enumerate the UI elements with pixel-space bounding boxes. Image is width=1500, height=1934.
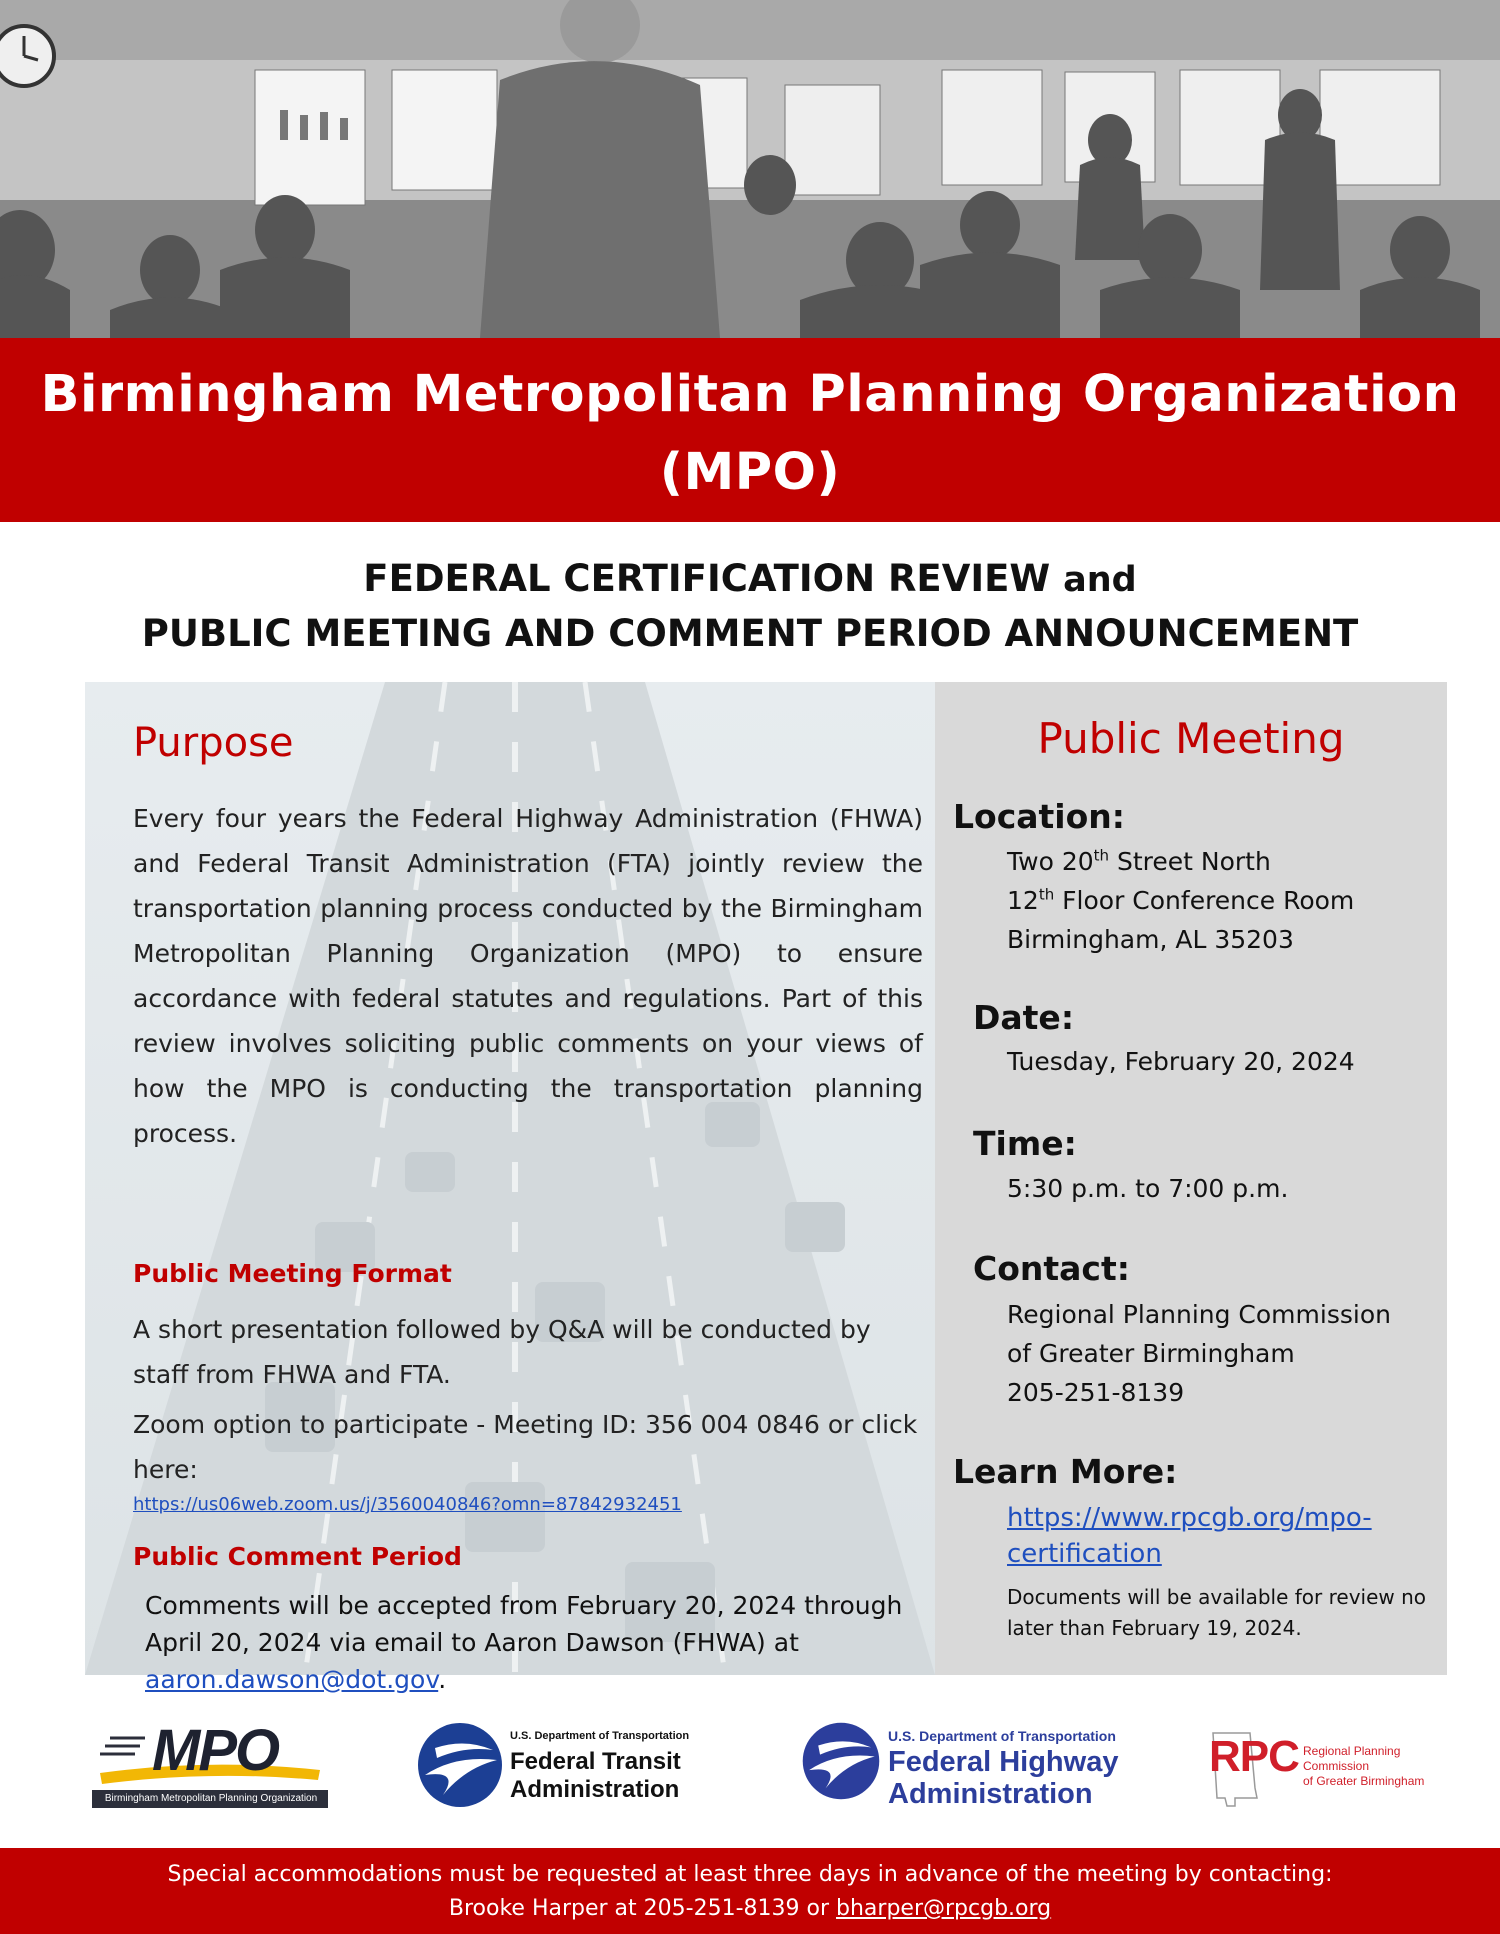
- fhwa-email-link[interactable]: aaron.dawson@dot.gov: [145, 1665, 439, 1694]
- public-meeting-panel: [935, 682, 1447, 1675]
- learn-more-link[interactable]: https://www.rpcgb.org/mpo-certification: [1007, 1503, 1372, 1569]
- rpc-logo-mark: RPC: [1209, 1732, 1299, 1781]
- purpose-panel: [85, 682, 935, 1694]
- time-label: Time:: [973, 1124, 1077, 1163]
- purpose-heading: Purpose: [133, 720, 294, 766]
- fhwa-name-line-1: Federal Highway: [888, 1746, 1119, 1778]
- location-line-2-num: 12: [1007, 886, 1039, 915]
- contact-line-1: Regional Planning Commission: [1007, 1300, 1391, 1329]
- location-line-2: [1007, 881, 1437, 920]
- location-line-2-sup: th: [1038, 885, 1055, 904]
- meeting-format-heading: Public Meeting Format: [133, 1259, 452, 1288]
- comment-period-text: Comments will be accepted from February 20, 2024 through April 20, 2024 via email to Aaron Dawson (FHWA) at: [145, 1591, 903, 1657]
- fhwa-name-line-2: Administration: [888, 1778, 1093, 1810]
- date-label: Date:: [973, 998, 1075, 1037]
- public-meeting-heading: Public Meeting: [1037, 714, 1345, 763]
- title-band: [0, 338, 1500, 522]
- fta-name-line-1: Federal Transit: [510, 1748, 681, 1775]
- comment-period-body: [145, 1587, 935, 1698]
- location-line-2-rest: Floor Conference Room: [1054, 886, 1355, 915]
- fta-department: U.S. Department of Transportation: [510, 1730, 690, 1742]
- fta-name-line-2: Administration: [510, 1776, 680, 1803]
- title-line-2: (MPO): [659, 443, 841, 502]
- location-line-3: Birmingham, AL 35203: [1007, 925, 1294, 954]
- rpc-name-line-1: Regional Planning Commission: [1303, 1744, 1401, 1773]
- contact-label: Contact:: [973, 1249, 1130, 1288]
- hero-photo: [0, 0, 1500, 338]
- dot-emblem-icon: [800, 1720, 882, 1802]
- zoom-link[interactable]: https://us06web.zoom.us/j/3560040846?omn=87842932451: [133, 1494, 682, 1515]
- fta-logo: [415, 1720, 735, 1810]
- meeting-room-illustration: [0, 0, 1500, 338]
- announcement-line-1: [0, 552, 1500, 607]
- purpose-body: Every four years the Federal Highway Administration (FHWA) and Federal Transit Administration (FTA) jointly review the transportation planning process conducted by the Birmingham Metropolitan Planning Organization (MPO) to ensure accordance with federal statutes and regulations. Part of this review involves soliciting public comments on your views of how the MPO is conducting the transportation planning process.: [133, 804, 923, 1148]
- location-address: [1007, 842, 1437, 959]
- footer-contact-text: Brooke Harper at 205-251-8139 or: [448, 1896, 830, 1921]
- footer-email-link[interactable]: bharper@rpcgb.org: [836, 1896, 1052, 1921]
- rpc-logo-name: [1303, 1744, 1445, 1789]
- footer-banner: [0, 1848, 1500, 1934]
- footer-contact-line: [0, 1892, 1500, 1926]
- rpc-logo: [1205, 1728, 1445, 1813]
- footer-accommodations-text: Special accommodations must be requested at least three days in advance of the meeting by contacting:: [167, 1862, 1333, 1887]
- mpo-logo-caption: Birmingham Metropolitan Planning Organization: [104, 1793, 318, 1804]
- fhwa-logo: [800, 1720, 1160, 1810]
- announcement-line-1-and: and: [1063, 560, 1137, 600]
- contact-line-2: of Greater Birmingham: [1007, 1339, 1295, 1368]
- meeting-format-body: A short presentation followed by Q&A will be conducted by staff from FHWA and FTA.: [133, 1315, 871, 1389]
- dot-emblem-icon: [415, 1720, 505, 1810]
- contact-details: [1007, 1295, 1437, 1412]
- time-value: 5:30 p.m. to 7:00 p.m.: [1007, 1174, 1289, 1203]
- rpc-name-line-2: of Greater Birmingham: [1303, 1774, 1425, 1788]
- fhwa-department: U.S. Department of Transportation: [888, 1728, 1116, 1744]
- contact-line-3: 205-251-8139: [1007, 1378, 1185, 1407]
- documents-availability-note: Documents will be available for review no later than February 19, 2024.: [1007, 1585, 1427, 1640]
- location-line-1-rest: Street North: [1109, 847, 1271, 876]
- comment-period-heading: Public Comment Period: [133, 1542, 462, 1571]
- comment-period-suffix: .: [438, 1665, 447, 1694]
- mpo-logo-wordmark: MPO: [152, 1718, 279, 1783]
- announcement-line-2: PUBLIC MEETING AND COMMENT PERIOD ANNOUNCEMENT: [141, 612, 1359, 655]
- title-line-1: Birmingham Metropolitan Planning Organization: [40, 365, 1460, 424]
- zoom-instructions: Zoom option to participate - Meeting ID: 356 004 0846 or click here:: [133, 1410, 918, 1484]
- announcement-heading: [0, 552, 1500, 660]
- mpo-logo: [90, 1718, 330, 1810]
- announcement-line-1-main: FEDERAL CERTIFICATION REVIEW: [363, 557, 1051, 600]
- location-line-1-num: Two 20: [1007, 847, 1094, 876]
- location-line-1: [1007, 842, 1437, 881]
- learn-more-label: Learn More:: [953, 1452, 1178, 1491]
- location-line-1-sup: th: [1093, 846, 1110, 865]
- date-value: Tuesday, February 20, 2024: [1007, 1047, 1355, 1076]
- page-title: [0, 356, 1500, 512]
- location-label: Location:: [953, 797, 1125, 836]
